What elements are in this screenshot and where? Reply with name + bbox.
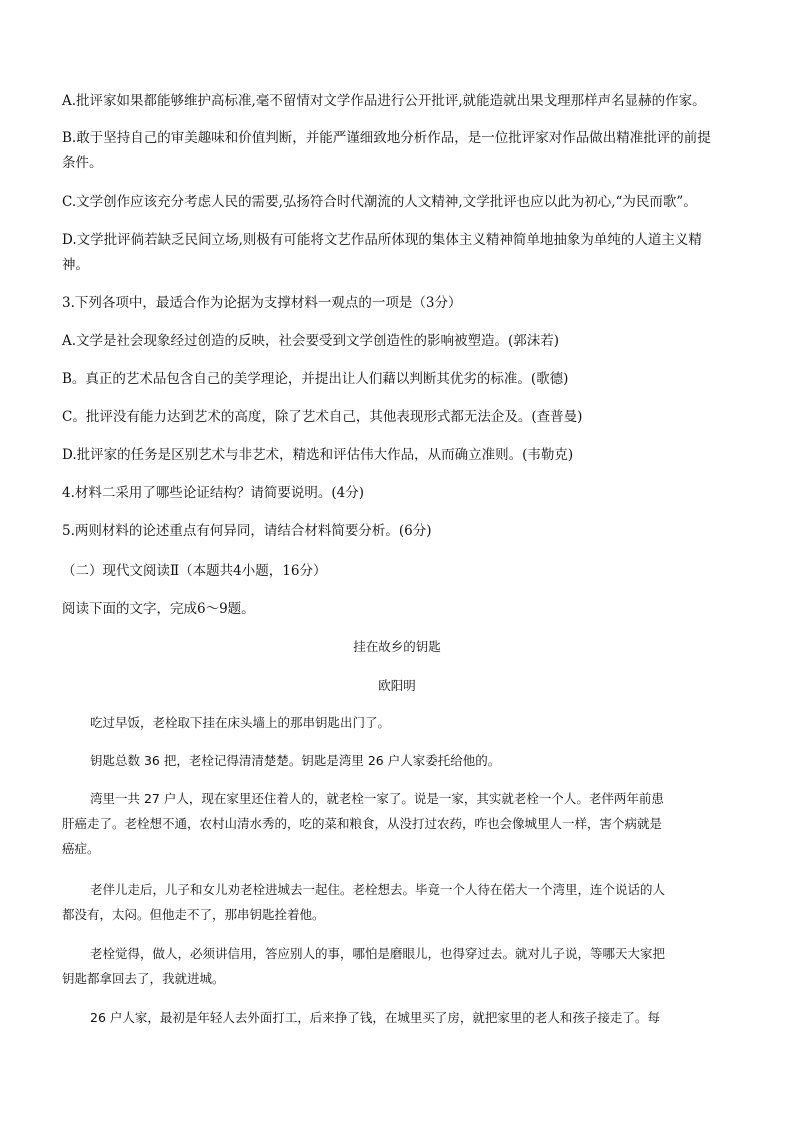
q2-option-d-line1: D.文学批评倘若缺乏民间立场,则极有可能将文艺作品所体现的集体主义精神简单地抽象为单纯的人道主义精 [62,232,702,248]
q3-option-d: D.批评家的任务是区别艺术与非艺术，精选和评估伟大作品，从而确立准则。(韦勒克) [62,447,574,463]
q2-option-b-line1: B.敢于坚持自己的审美趣味和价值判断，并能严谨细致地分析作品，是一位批评家对作品做出精准批评的前提 [62,130,711,146]
q2-option-c: C.文学创作应该充分考虑人民的需要,弘扬符合时代潮流的人文精神,文学批评也应以此为初心,“为民而歌”。 [62,194,697,210]
story-paragraph: 湾里一共 27 户人，现在家里还住着人的，就老栓一家了。说是一家，其实就老栓一个人。老伴两年前患 [90,791,664,806]
story-paragraph: 26 户人家，最初是年轻人去外面打工，后来挣了钱，在城里买了房，就把家里的老人和孩子接走了。每 [90,1010,660,1025]
story-author: 欧阳明 [378,678,416,693]
story-paragraph: 老栓觉得，做人，必须讲信用，答应别人的事，哪怕是磨眼儿，也得穿过去。就对儿子说，等哪天大家把 [90,946,666,961]
story-paragraph: 老伴儿走后，儿子和女儿劝老栓进城去一起住。老栓想去。毕竟一个人待在偌大一个湾里，连个说话的人 [90,882,666,897]
story-paragraph: 钥匙总数 36 把，老栓记得清清楚楚。钥匙是湾里 26 户人家委托给他的。 [90,753,501,768]
q2-option-d-line2: 神。 [62,257,89,273]
q3-option-a: A.文学是社会现象经过创造的反映，社会要受到文学创造性的影响被塑造。(郭沫若) [62,333,560,349]
story-paragraph-continuation: 钥匙都拿回去了，我就进城。 [62,971,225,986]
story-paragraph-continuation: 癌症。 [62,841,100,856]
story-paragraph-continuation: 肝癌走了。老栓想不通，农村山清水秀的，吃的菜和粮食，从没打过农药，咋也会像城里人一样，害个病就是 [62,816,663,831]
section-heading: （二）现代文阅读Ⅱ（本题共4小题，16分） [62,563,327,579]
story-paragraph: 吃过早饭，老栓取下挂在床头墙上的那串钥匙出门了。 [90,715,391,730]
q3-stem: 3.下列各项中，最适合作为论据为支撑材料一观点的一项是（3分） [62,295,462,311]
story-title: 挂在故乡的钥匙 [353,639,441,654]
question-5: 5.两则材料的论述重点有何异同，请结合材料简要分析。(6分) [62,523,432,539]
reading-instruction: 阅读下面的文字，完成6～9题。 [62,601,255,617]
q2-option-a: A.批评家如果都能够维护高标准,毫不留情对文学作品进行公开批评,就能造就出果戈理那样声名显赫的作家。 [62,93,706,109]
question-4: 4.材料二采用了哪些论证结构？请简要说明。(4分) [62,485,365,501]
story-paragraph-continuation: 都没有，太闷。但他走不了，那串钥匙拴着他。 [62,907,325,922]
q3-option-c: C。批评没有能力达到艺术的高度，除了艺术自己，其他表现形式都无法企及。(查普曼) [62,409,583,425]
q3-option-b: B。真正的艺术品包含自己的美学理论，并提出让人们藉以判断其优劣的标准。(歌德) [62,371,569,387]
q2-option-b-line2: 条件。 [62,155,103,171]
